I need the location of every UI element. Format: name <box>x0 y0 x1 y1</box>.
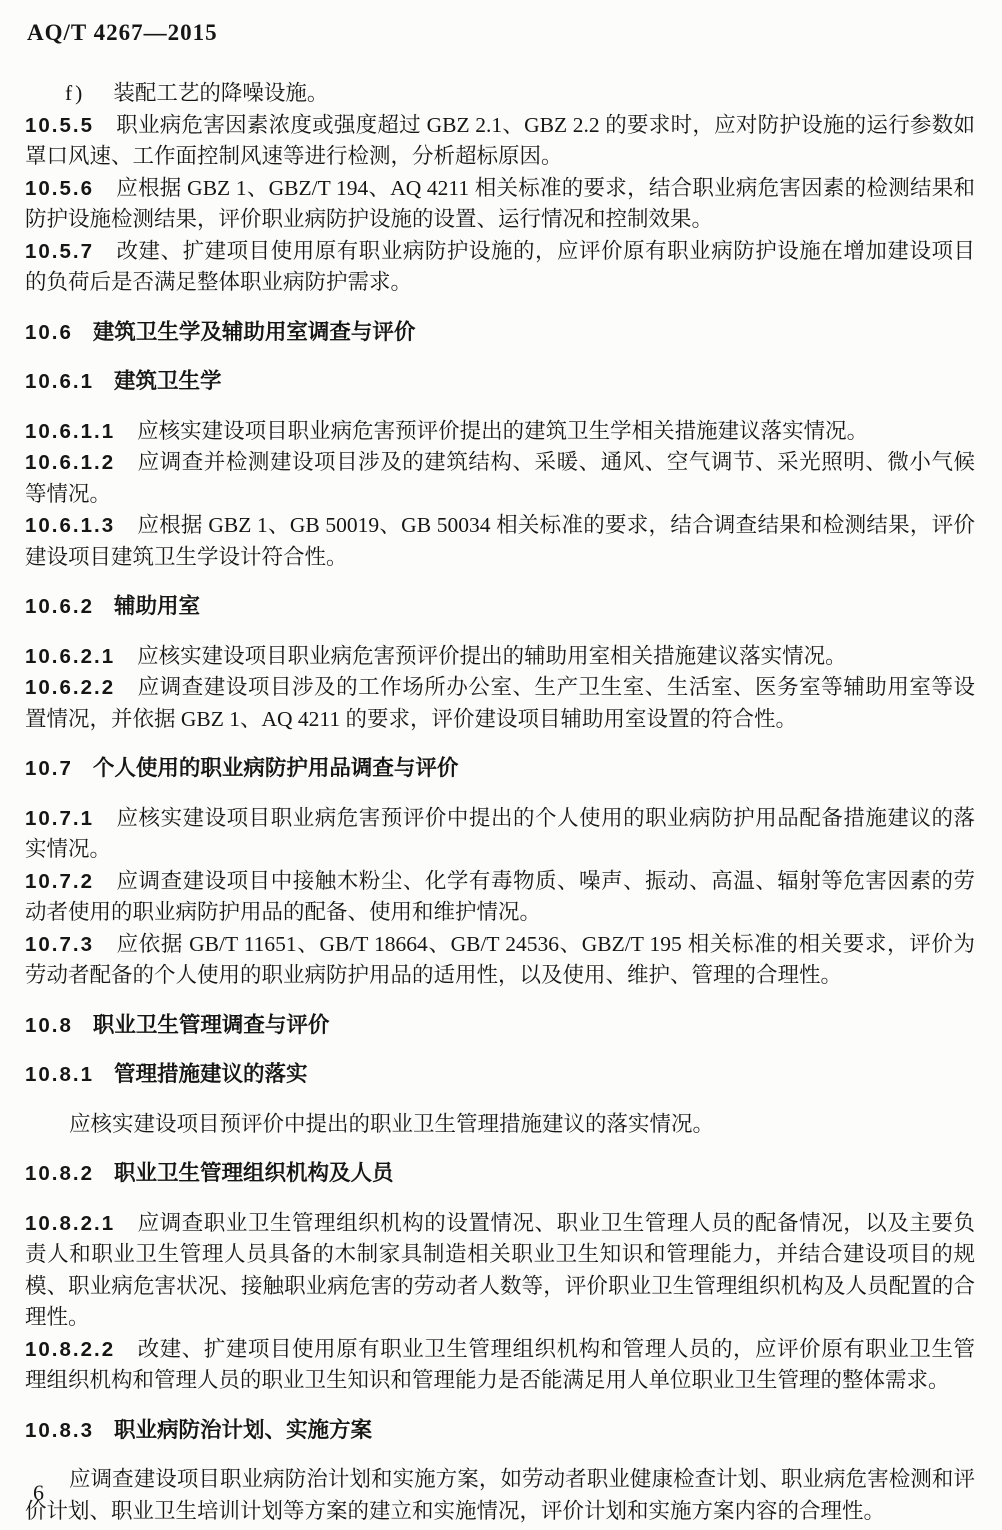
heading-text: 建筑卫生学 <box>114 369 222 393</box>
clause-paragraph <box>25 866 975 929</box>
clause-text: 应核实建设项目职业病危害预评价提出的辅助用室相关措施建议落实情况。 <box>137 643 847 668</box>
clause-number: 10.5.7 <box>25 239 94 263</box>
clause-paragraph <box>25 416 975 448</box>
section-heading <box>25 753 975 785</box>
clause-text: 应核实建设项目职业病危害预评价提出的建筑卫生学相关措施建议落实情况。 <box>137 418 869 443</box>
clause-paragraph <box>25 236 975 299</box>
clause-text: 应根据 GBZ 1、GB 50019、GB 50034 相关标准的要求，结合调查结果和检测结果，评价建设项目建筑卫生学设计符合性。 <box>25 513 975 569</box>
section-heading <box>25 1059 975 1091</box>
clause-text: 应依据 GB/T 11651、GB/T 18664、GB/T 24536、GBZ/T 195 相关标准的相关要求，评价为劳动者配备的个人使用的职业病防护用品的适用性，以及使用、维护、管理的合理性。 <box>25 931 975 987</box>
section-heading <box>25 1010 975 1042</box>
clause-text: 应调查建设项目中接触木粉尘、化学有毒物质、噪声、振动、高温、辐射等危害因素的劳动者使用的职业病防护用品的配备、使用和维护情况。 <box>25 868 975 924</box>
clause-paragraph <box>25 173 975 236</box>
heading-text: 建筑卫生学及辅助用室调查与评价 <box>92 319 416 344</box>
heading-text: 个人使用的职业病防护用品调查与评价 <box>92 756 459 780</box>
clause-paragraph <box>25 447 975 510</box>
clause-number: 10.5.6 <box>25 176 94 200</box>
clause-paragraph <box>25 1208 975 1334</box>
clause-number: 10.6.2.2 <box>25 676 116 699</box>
clause-number: 10.6.1.1 <box>25 419 116 443</box>
section-heading <box>25 317 975 349</box>
heading-text: 职业卫生管理调查与评价 <box>92 1012 330 1037</box>
section-heading <box>25 1158 975 1190</box>
list-item-text: 装配工艺的降噪设施。 <box>113 81 329 105</box>
clause-number: 10.6.2.1 <box>25 644 116 668</box>
clause-text: 应调查职业卫生管理组织机构的设置情况、职业卫生管理人员的配备情况，以及主要负责人和职业卫生管理人员具备的木制家具制造相关职业卫生知识和管理能力，并结合建设项目的规模、职业病危害状况、接触职业病危害的劳动者人数等，评价职业卫生管理组织机构及人员配置的合理性。 <box>25 1210 975 1329</box>
heading-number: 10.8.3 <box>25 1418 94 1442</box>
clause-text: 应根据 GBZ 1、GBZ/T 194、AQ 4211 相关标准的要求，结合职业病危害因素的检测结果和防护设施检测结果，评价职业病防护设施的设置、运行情况和控制效果。 <box>25 175 975 231</box>
body-paragraph: 应核实建设项目预评价中提出的职业卫生管理措施建议的落实情况。 <box>69 1111 715 1136</box>
clause-text: 应调查并检测建设项目涉及的建筑结构、采暖、通风、空气调节、采光照明、微小气候等情况。 <box>25 450 975 506</box>
section-heading <box>25 1415 975 1447</box>
clause-number: 10.7.1 <box>25 806 94 830</box>
body-paragraph: 应调查建设项目职业病防治计划和实施方案，如劳动者职业健康检查计划、职业病危害检测和评价计划、职业卫生培训计划等方案的建立和实施情况，评价计划和实施方案内容的合理性。 <box>25 1467 975 1523</box>
heading-number: 10.7 <box>25 757 73 780</box>
clause-text: 改建、扩建项目使用原有职业卫生管理组织机构和管理人员的，应评价原有职业卫生管理组织机构和管理人员的职业卫生知识和管理能力是否能满足用人单位职业卫生管理的整体需求。 <box>25 1336 975 1392</box>
clause-number: 10.6.1.2 <box>25 451 116 474</box>
list-item-label: f) <box>65 81 86 105</box>
clause-paragraph <box>25 1334 975 1397</box>
clause-number: 10.7.3 <box>25 932 94 956</box>
heading-number: 10.6 <box>25 320 73 344</box>
page-number: 6 <box>33 1480 44 1505</box>
clause-number: 10.5.5 <box>25 113 94 137</box>
heading-number: 10.8 <box>25 1013 73 1037</box>
clause-text: 应核实建设项目职业病危害预评价中提出的个人使用的职业病防护用品配备措施建议的落实情况。 <box>25 805 975 861</box>
heading-text: 职业卫生管理组织机构及人员 <box>114 1161 394 1185</box>
clause-paragraph <box>25 510 975 573</box>
section-heading <box>25 366 975 398</box>
clause-number: 10.8.2.1 <box>25 1211 116 1235</box>
clause-paragraph <box>25 672 975 735</box>
clause-text: 改建、扩建项目使用原有职业病防护设施的，应评价原有职业病防护设施在增加建设项目的负荷后是否满足整体职业病防护需求。 <box>25 238 975 294</box>
clause-text: 职业病危害因素浓度或强度超过 GBZ 2.1、GBZ 2.2 的要求时，应对防护设施的运行参数如罩口风速、工作面控制风速等进行检测，分析超标原因。 <box>25 112 975 168</box>
heading-number: 10.6.1 <box>25 370 94 393</box>
standard-number-header: AQ/T 4267—2015 <box>27 20 218 45</box>
heading-text: 职业病防治计划、实施方案 <box>114 1417 373 1442</box>
heading-number: 10.8.1 <box>25 1063 94 1086</box>
list-item <box>25 78 975 110</box>
section-heading <box>25 591 975 623</box>
clause-paragraph <box>25 929 975 992</box>
clause-paragraph <box>25 641 975 673</box>
clause-number: 10.7.2 <box>25 869 94 893</box>
clause-text: 应调查建设项目涉及的工作场所办公室、生产卫生室、生活室、医务室等辅助用室等设置情况，并依据 GBZ 1、AQ 4211 的要求，评价建设项目辅助用室设置的符合性。 <box>25 675 975 731</box>
heading-number: 10.6.2 <box>25 595 94 618</box>
heading-text: 管理措施建议的落实 <box>114 1062 308 1086</box>
document-body <box>25 78 975 1527</box>
heading-number: 10.8.2 <box>25 1162 94 1185</box>
heading-text: 辅助用室 <box>114 594 201 618</box>
clause-paragraph <box>25 110 975 173</box>
clause-number: 10.8.2.2 <box>25 1337 116 1361</box>
clause-paragraph <box>25 803 975 866</box>
clause-number: 10.6.1.3 <box>25 514 116 537</box>
